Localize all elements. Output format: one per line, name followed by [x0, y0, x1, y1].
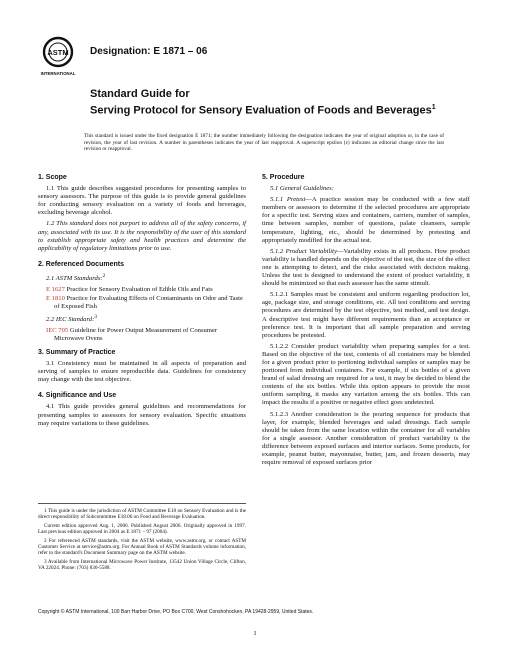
title-line-1: Standard Guide for	[90, 88, 190, 100]
section-2-title: 2. Referenced Documents	[38, 260, 124, 268]
paragraph-4-1: 4.1 This guide provides general guidelines and recommendations for presenting samples to assessors for sensory evaluation. Specific situations may require variations to these guidelines.	[38, 403, 246, 427]
footnote-1a: 1 This guide is under the jurisdiction of ASTM Committee E18 on Sensory Evaluation and is the direct responsibility of Subcommittee E18.06 on Food and Beverage Evaluation.	[38, 508, 246, 521]
reference-code[interactable]: E 1627	[46, 286, 65, 294]
footnote-1b: Current edition approved Aug. 1, 2006. Published August 2006. Originally approved in 1997. Last previous edition approved in 2004 as E 1871 – 97 (2004).	[38, 522, 246, 536]
subsection-2-2: 2.2 IEC Standard:$^3$	[46, 313, 98, 323]
designation: Designation: E 1871 – 06	[90, 46, 208, 57]
paragraph-1-2: 1.2 This standard does not purport to address all of the safety concerns, if any, associated with its use. It is the responsibility of the user of this standard to establish appropriate safety and health practices and determine the applicability of regulatory limitations prior to use.	[38, 220, 246, 252]
title-footnote-mark: 1	[431, 104, 436, 111]
paragraph-1-1: 1.1 This guide describes suggested procedures for presenting samples to sensory assessors. The purpose of this guide is to provide general guidelines for conducting sensory evaluation on a variety of foods and beverages, excluding beverage alcohol.	[38, 185, 246, 217]
left-column	[38, 174, 246, 431]
reference-iec705[interactable]: IEC 705 Guideline for Power Output Measurement of Consumer Microwave Ovens	[46, 326, 218, 342]
paragraph-5-1-2: 5.1.2 Product Variability—Variability exists in all products. How product variability is handled depends on the objective of the test, the size of the effect one is attempting to detect, and the risks associated with decision making. Unless the test is designed to understand the extent of product variability, it should be minimized so that each assessor has the same stimuli.	[262, 247, 471, 288]
reference-e1810[interactable]: E 1810 Practice for Evaluating Effects of Contaminants on Odor and Taste of Exposed Fish	[46, 295, 243, 311]
paragraph-5-1-2-3: 5.1.2.3 Another consideration is the pouring sequence for products that layer, for example, blended beverages and salad dressings. Each sample should be taken from the same location within the container for all variables for a single assessor. Another consideration of product variability is the difference between exposed surfaces and interior surfaces. Some products, for example, peanut butter, mayonnaise, butter, jam, and frozen desserts, may require removal of exposed surfaces prior	[262, 410, 470, 467]
section-3-title: 3. Summary of Practice	[38, 348, 116, 356]
title-block	[90, 88, 470, 118]
copyright-line: Copyright © ASTM International, 100 Barr Harbor Drive, PO Box C700, West Conshohocken, PA 19428-2959, United States.	[38, 609, 314, 615]
section-5-title: 5. Procedure	[262, 174, 305, 181]
reference-code[interactable]: IEC 705	[46, 326, 69, 334]
footnote-3: 3 Available from International Microwave Power Institute, 13542 Union Village Circle, Clifton, VA 22024. Phone: (703) 830-5588.	[38, 558, 246, 572]
title-main: Serving Protocol for Sensory Evaluation of Foods and Beverages	[90, 104, 432, 117]
astm-logo-icon	[38, 34, 78, 78]
footnotes	[38, 503, 246, 574]
paragraph-5-1-2-1: 5.1.2.1 Samples must be consistent and uniform regarding production lot, age, package size, and storage conditions, etc. All test conditions and serving procedures are determined by the test objective, test method, and test design. A descriptive test might have different requirements than an acceptance or preference test. It is important that all sample preparation and serving procedures be pretested.	[262, 291, 470, 339]
title-line-2	[90, 101, 470, 118]
page-number: 1	[253, 630, 257, 637]
logo-text: ASTM	[47, 48, 69, 57]
paragraph-5-1-2-2: 5.1.2.2 Consider product variability when preparing samples for a test. Based on the objective of the test, contents of all containers may be blended for a given product prior to portioning individual samples or samples may be portioned from individual containers. For example, if six bottles of a given brand of salad dressing are required for a test, it may be decided to blend the contents of the six bottles. While this option appears to provide the most uniform sampling, it masks any variation among the six bottles. This can impact the results if a positive or negative effect goes undetected.	[262, 342, 470, 407]
logo-subtext: INTERNATIONAL	[40, 71, 76, 76]
subsection-2-1: 2.1 ASTM Standards:$^2$	[46, 272, 106, 283]
reference-e1627[interactable]: E 1627 Practice for Sensory Evaluation of Edible Oils and Fats	[46, 286, 213, 294]
section-1-title: 1. Scope	[38, 174, 67, 181]
paragraph-3-1: 3.1 Consistency must be maintained in all aspects of preparation and serving of samples to ensure reproducible data. Guidelines for consistency may change with the test objective.	[38, 360, 246, 384]
footnote-2: 2 For referenced ASTM standards, visit the ASTM website, www.astm.org, or contact ASTM Customer Service at service@astm.org. For Annual Book of ASTM Standards volume information, refer to the standard's Document Summary page on the ASTM website.	[38, 537, 246, 557]
standard-notice: This standard is issued under the fixed designation E 1871; the number immediately following the designation indicates the year of original adoption or, in the case of revision, the year of last revision. A number in parentheses indicates the year of last reapproval. A superscript epsilon (ε) indicates an editorial change since the last revision or reapproval.	[84, 133, 444, 153]
right-column	[262, 174, 470, 470]
subsection-5-1: 5.1 General Guidelines:	[270, 185, 334, 193]
section-4-title: 4. Significance and Use	[38, 392, 117, 400]
paragraph-5-1-1: 5.1.1 Pretest—A practice session may be conducted with a few staff members or assessors to determine if the selected procedures are appropriate for a specific test. Serving sizes and containers, carriers, number of samples, time between samples, number of questions, palate cleansers, sample temperature, lighting, etc., should be determined by pretesting and appropriately modified for the actual test.	[262, 196, 470, 244]
reference-code[interactable]: E 1810	[46, 295, 65, 303]
